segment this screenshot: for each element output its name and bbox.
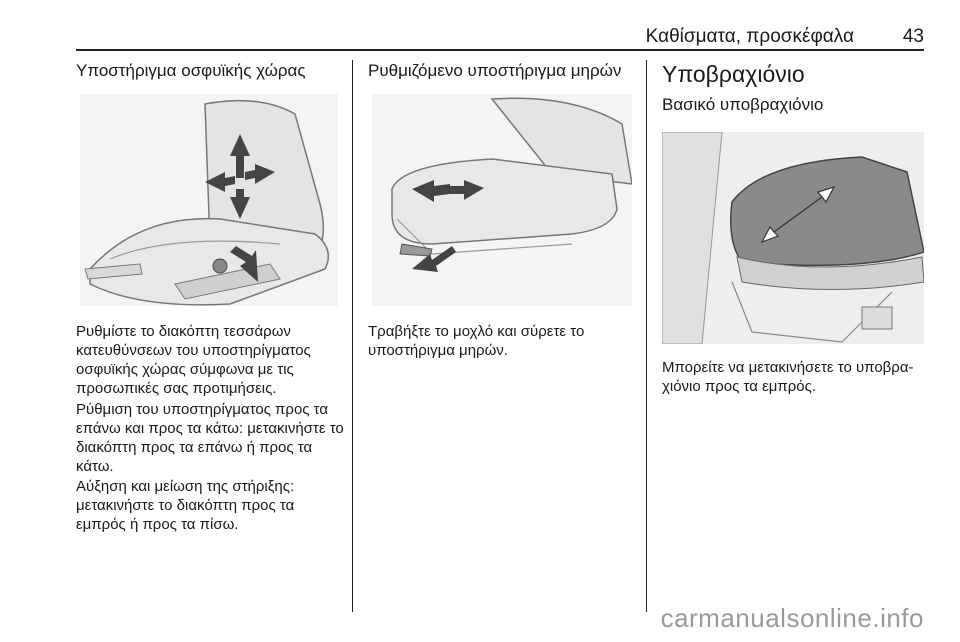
armrest-paragraph: Μπορείτε να μετακινήσετε το υποβρα-χιόνιο προς τα εμπρός.: [662, 359, 914, 395]
column-thigh-support: [368, 60, 640, 82]
page-number: 43: [902, 26, 924, 47]
column-armrest: [662, 60, 924, 116]
column-lumbar: [76, 60, 346, 82]
page-header: [76, 16, 924, 46]
armrest-heading: Υποβραχιόνιο: [662, 61, 805, 87]
header-rule: [76, 49, 924, 51]
column-divider-1: [352, 60, 353, 612]
lumbar-paragraph-2: Ρύθμιση του υποστηρίγματος προς τα επάνω και προς τα κάτω: μετακινήστε το διακόπτη προς τα επάνω ή προς τα κάτω.: [76, 401, 344, 475]
thigh-support-paragraph: Τραβήξτε το μοχλό και σύρετε το υποστήριγμα μηρών.: [368, 323, 585, 359]
seat-thigh-drawing: [372, 94, 632, 306]
lumbar-switch-illustration: [80, 94, 338, 306]
section-title: Καθίσματα, προσκέφαλα: [645, 26, 854, 47]
thigh-support-heading: Ρυθμιζόμενο υποστήριγμα μηρών: [368, 61, 622, 80]
watermark: carmanualsonline.info: [660, 603, 924, 633]
seat-lumbar-drawing: [80, 94, 338, 306]
column-divider-2: [646, 60, 647, 612]
lumbar-paragraph-1: Ρυθμίστε το διακόπτη τεσσάρων κατευθύνσεων του υποστηρίγματος οσφυϊκής χώρας σύμφωνα με τις προσωπικές σας προτιμήσεις.: [76, 323, 311, 397]
lumbar-heading: Υποστήριγμα οσφυϊκής χώρας: [76, 61, 306, 80]
armrest-subheading: Βασικό υποβραχιόνιο: [662, 95, 824, 114]
armrest-illustration: [662, 132, 924, 344]
thigh-support-illustration: [372, 94, 632, 306]
armrest-drawing: [662, 132, 924, 344]
lumbar-paragraph-3: Αύξηση και μείωση της στήριξης: μετακινήστε το διακόπτη προς τα εμπρός ή προς τα πίσω.: [76, 478, 295, 533]
